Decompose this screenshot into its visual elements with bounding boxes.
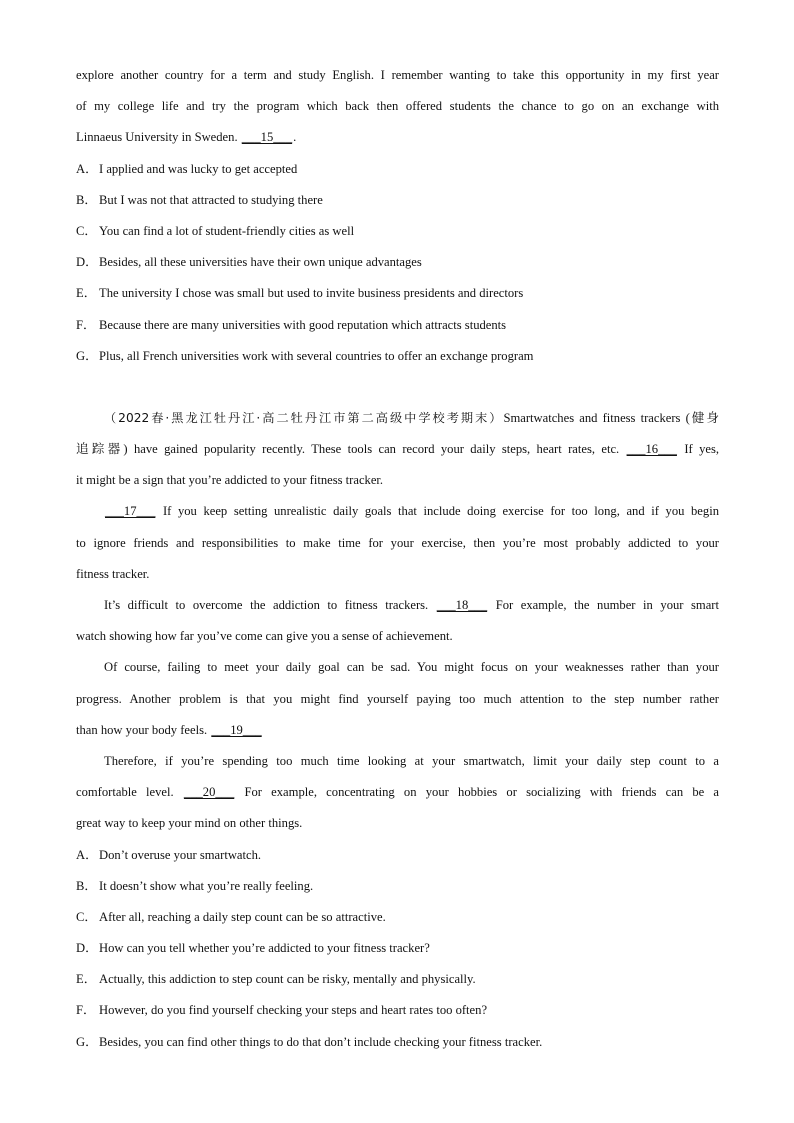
passage-line [76,590,719,621]
option-letter: E． [76,286,97,301]
option-letter: E． [76,972,97,987]
passage-text: than how your body feels. [76,722,211,737]
passage-line [76,715,719,746]
passage-line: great way to keep your mind on other things. [76,816,303,831]
passage-line [76,122,719,153]
passage-line [76,434,719,465]
option-item [76,871,719,902]
passage-text: . [293,130,297,145]
passage-text: It’s difficult to overcome the addiction to fitness trackers. [104,598,436,612]
option-item [76,185,719,216]
option-text: The university I chose was small but used to invite business presidents and directors [99,286,524,301]
section-spacer [76,372,719,403]
option-item [76,216,719,247]
passage-line [76,496,719,527]
option-text: You can find a lot of student-friendly cities as well [99,223,355,238]
option-text: It doesn’t show what you’re really feeling. [99,878,314,893]
option-letter: F． [76,1003,96,1018]
passage-line: fitness tracker. [76,566,150,581]
option-text: How can you tell whether you’re addicted to your fitness tracker? [99,941,430,956]
option-item [76,1027,719,1058]
option-letter: G． [76,348,98,363]
option-letter: C． [76,909,97,924]
document-page [76,60,719,1058]
option-letter: D． [76,941,98,956]
passage-text: For example, concentrating on your hobbies or socializing with friends can be a [235,785,720,800]
option-text: Plus, all French universities work with several countries to offer an exchange program [99,348,534,363]
answer-blank-19: ___19___ [211,722,262,737]
option-text: After all, reaching a daily step count can be so attractive. [99,909,386,924]
option-item [76,840,719,871]
option-letter: B． [76,192,97,207]
passage-line: Of course, failing to meet your daily goal can be sad. You might focus on your weaknesses rather than your [104,660,719,675]
option-letter: F． [76,317,96,332]
passage-text: If yes, [677,442,720,457]
passage-line: to ignore friends and responsibilities to make time for your exercise, then you’re most probably addicted to your [76,535,719,550]
option-text: I applied and was lucky to get accepted [99,161,298,176]
passage-line: it might be a sign that you’re addicted to your fitness tracker. [76,473,384,488]
answer-blank-20: ___20___ [183,785,235,800]
passage-text: Linnaeus University in Sweden. [76,130,241,145]
option-item [76,247,719,278]
option-letter: A． [76,847,98,862]
passage-line [76,777,719,808]
passage-text: For example, the number in your smart [488,598,720,612]
option-item [76,278,719,309]
option-letter: G． [76,1034,98,1049]
passage-line: of my college life and try the program which back then offered students the chance to go on an exchange with [76,99,719,114]
source-label: （2022春·黑龙江牡丹江·高二牡丹江市第二高级中学校考期末） [104,410,504,425]
passage-line: progress. Another problem is that you might find yourself paying too much attention to the step number rather [76,691,719,706]
option-item [76,341,719,372]
passage-line: Therefore, if you’re spending too much time looking at your smartwatch, limit your daily step count to a [104,753,719,768]
passage-text: 追踪器) have gained popularity recently. These tools can record your daily steps, heart rates, etc. [76,442,626,457]
answer-blank-16: ___16___ [626,442,677,457]
option-text: Don’t overuse your smartwatch. [99,847,262,862]
option-item [76,964,719,995]
option-letter: A． [76,161,98,176]
option-text: However, do you find yourself checking your steps and heart rates too often? [99,1003,488,1018]
passage-text: comfortable level. [76,785,183,800]
passage-text: If you keep setting unrealistic daily goals that include doing exercise for too long, and if you begin [156,504,719,519]
option-text: But I was not that attracted to studying there [99,192,323,207]
answer-blank-18: ___18___ [436,598,488,612]
answer-blank-15: ___15___ [241,130,293,145]
option-item [76,310,719,341]
option-item [76,995,719,1026]
option-text: Besides, you can find other things to do that don’t include checking your fitness tracker. [99,1034,543,1049]
option-item [76,902,719,933]
option-letter: C． [76,223,97,238]
option-item [76,933,719,964]
option-letter: D． [76,255,98,270]
option-item [76,154,719,185]
passage-text: Smartwatches and fitness trackers (健身 [503,410,719,425]
passage-line: explore another country for a term and study English. I remember wanting to take this opportunity in my first year [76,68,719,82]
answer-blank-17: ___17___ [105,504,156,519]
options-list-2 [76,840,719,1058]
option-text: Besides, all these universities have their own unique advantages [99,255,422,270]
option-letter: B． [76,878,97,893]
option-text: Because there are many universities with good reputation which attracts students [99,317,507,332]
passage-line [76,403,719,434]
option-text: Actually, this addiction to step count can be risky, mentally and physically. [99,972,476,987]
options-list-1 [76,154,719,372]
passage-line: watch showing how far you’ve come can give you a sense of achievement. [76,629,453,644]
